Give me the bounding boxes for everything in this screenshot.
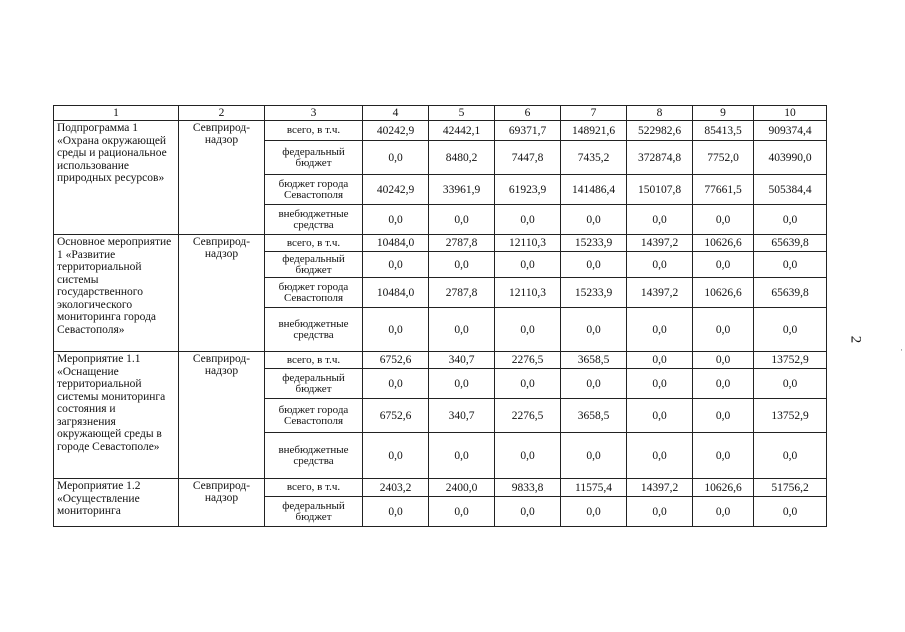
funding-source-cell: бюджет города Севастополя: [265, 175, 363, 205]
table-row: [54, 235, 827, 252]
amount-cell: 141486,4: [561, 175, 627, 205]
column-header-7: 7: [561, 106, 627, 121]
amount-cell: 0,0: [429, 369, 495, 399]
column-header-3: 3: [265, 106, 363, 121]
amount-cell: 0,0: [754, 205, 827, 235]
amount-cell: 0,0: [693, 352, 754, 369]
program-name-cell: Основное мероприятие 1 «Развитие территориальной системы государственного экологического мониторинга города Севастополя»: [54, 235, 179, 352]
amount-cell: 42442,1: [429, 121, 495, 141]
amount-cell: 372874,8: [627, 141, 693, 175]
amount-cell: 0,0: [693, 205, 754, 235]
amount-cell: 0,0: [693, 308, 754, 352]
amount-cell: 65639,8: [754, 278, 827, 308]
funding-source-cell: федеральный бюджет: [265, 497, 363, 527]
amount-cell: 403990,0: [754, 141, 827, 175]
amount-cell: 0,0: [495, 497, 561, 527]
executor-cell: Севприрод-надзор: [179, 235, 265, 352]
amount-cell: 0,0: [561, 308, 627, 352]
amount-cell: 2787,8: [429, 278, 495, 308]
executor-cell: Севприрод-надзор: [179, 352, 265, 479]
amount-cell: 340,7: [429, 352, 495, 369]
amount-cell: 0,0: [429, 252, 495, 278]
amount-cell: 0,0: [363, 141, 429, 175]
amount-cell: 14397,2: [627, 479, 693, 497]
amount-cell: 10484,0: [363, 235, 429, 252]
amount-cell: 11575,4: [561, 479, 627, 497]
column-header-6: 6: [495, 106, 561, 121]
funding-source-cell: федеральный бюджет: [265, 252, 363, 278]
amount-cell: 0,0: [561, 433, 627, 479]
amount-cell: 0,0: [363, 369, 429, 399]
amount-cell: 0,0: [693, 399, 754, 433]
executor-cell: Севприрод-надзор: [179, 121, 265, 235]
amount-cell: 0,0: [561, 497, 627, 527]
amount-cell: 10626,6: [693, 278, 754, 308]
amount-cell: 7752,0: [693, 141, 754, 175]
amount-cell: 0,0: [363, 205, 429, 235]
amount-cell: 0,0: [754, 252, 827, 278]
amount-cell: 13752,9: [754, 399, 827, 433]
funding-source-cell: всего, в т.ч.: [265, 352, 363, 369]
amount-cell: 0,0: [495, 252, 561, 278]
amount-cell: 2400,0: [429, 479, 495, 497]
page-number: 2: [847, 335, 864, 344]
amount-cell: 340,7: [429, 399, 495, 433]
margin-mark: ·: [900, 345, 903, 355]
amount-cell: 12110,3: [495, 235, 561, 252]
amount-cell: 8480,2: [429, 141, 495, 175]
amount-cell: 33961,9: [429, 175, 495, 205]
amount-cell: 15233,9: [561, 235, 627, 252]
funding-source-cell: внебюджетные средства: [265, 205, 363, 235]
amount-cell: 0,0: [627, 205, 693, 235]
funding-source-cell: всего, в т.ч.: [265, 235, 363, 252]
amount-cell: 150107,8: [627, 175, 693, 205]
amount-cell: 9833,8: [495, 479, 561, 497]
amount-cell: 7447,8: [495, 141, 561, 175]
amount-cell: 0,0: [561, 369, 627, 399]
program-name-cell: Мероприятие 1.1 «Оснащение территориальной системы мониторинга состояния и загрязнения окружающей среды в городе Севастополе»: [54, 352, 179, 479]
amount-cell: 0,0: [495, 205, 561, 235]
amount-cell: 6752,6: [363, 399, 429, 433]
table-body: [54, 106, 827, 527]
amount-cell: 2787,8: [429, 235, 495, 252]
amount-cell: 10484,0: [363, 278, 429, 308]
amount-cell: 3658,5: [561, 352, 627, 369]
amount-cell: 148921,6: [561, 121, 627, 141]
amount-cell: 0,0: [754, 433, 827, 479]
column-header-1: 1: [54, 106, 179, 121]
amount-cell: 14397,2: [627, 235, 693, 252]
executor-cell: Севприрод-надзор: [179, 479, 265, 527]
amount-cell: 0,0: [754, 369, 827, 399]
funding-source-cell: всего, в т.ч.: [265, 479, 363, 497]
program-name-cell: Подпрограмма 1 «Охрана окружающей среды и рациональное использование природных ресурсов»: [54, 121, 179, 235]
amount-cell: 0,0: [627, 352, 693, 369]
amount-cell: 0,0: [561, 252, 627, 278]
amount-cell: 10626,6: [693, 479, 754, 497]
column-header-8: 8: [627, 106, 693, 121]
amount-cell: 0,0: [363, 433, 429, 479]
column-header-2: 2: [179, 106, 265, 121]
amount-cell: 0,0: [363, 497, 429, 527]
funding-source-cell: бюджет города Севастополя: [265, 399, 363, 433]
amount-cell: 13752,9: [754, 352, 827, 369]
amount-cell: 15233,9: [561, 278, 627, 308]
amount-cell: 0,0: [754, 308, 827, 352]
amount-cell: 0,0: [627, 399, 693, 433]
amount-cell: 0,0: [627, 497, 693, 527]
amount-cell: 3658,5: [561, 399, 627, 433]
amount-cell: 65639,8: [754, 235, 827, 252]
amount-cell: 0,0: [429, 308, 495, 352]
table-row: [54, 479, 827, 497]
funding-source-cell: федеральный бюджет: [265, 141, 363, 175]
funding-source-cell: бюджет города Севастополя: [265, 278, 363, 308]
funding-source-cell: внебюджетные средства: [265, 433, 363, 479]
amount-cell: 14397,2: [627, 278, 693, 308]
amount-cell: 0,0: [429, 497, 495, 527]
amount-cell: 85413,5: [693, 121, 754, 141]
amount-cell: 40242,9: [363, 175, 429, 205]
column-header-10: 10: [754, 106, 827, 121]
amount-cell: 61923,9: [495, 175, 561, 205]
amount-cell: 0,0: [429, 205, 495, 235]
amount-cell: 0,0: [495, 433, 561, 479]
amount-cell: 0,0: [495, 369, 561, 399]
amount-cell: 2276,5: [495, 352, 561, 369]
amount-cell: 2403,2: [363, 479, 429, 497]
amount-cell: 505384,4: [754, 175, 827, 205]
table-row: [54, 352, 827, 369]
program-name-cell: Мероприятие 1.2 «Осуществление мониторинга: [54, 479, 179, 527]
amount-cell: 7435,2: [561, 141, 627, 175]
amount-cell: 0,0: [754, 497, 827, 527]
budget-table: [53, 105, 827, 527]
column-header-9: 9: [693, 106, 754, 121]
amount-cell: 0,0: [627, 433, 693, 479]
header-row: [54, 106, 827, 121]
amount-cell: 522982,6: [627, 121, 693, 141]
funding-source-cell: всего, в т.ч.: [265, 121, 363, 141]
amount-cell: 0,0: [627, 369, 693, 399]
amount-cell: 0,0: [627, 308, 693, 352]
amount-cell: 12110,3: [495, 278, 561, 308]
amount-cell: 69371,7: [495, 121, 561, 141]
amount-cell: 40242,9: [363, 121, 429, 141]
amount-cell: 0,0: [693, 497, 754, 527]
funding-source-cell: внебюджетные средства: [265, 308, 363, 352]
column-header-5: 5: [429, 106, 495, 121]
amount-cell: 6752,6: [363, 352, 429, 369]
amount-cell: 0,0: [495, 308, 561, 352]
amount-cell: 77661,5: [693, 175, 754, 205]
amount-cell: 0,0: [363, 308, 429, 352]
table-row: [54, 121, 827, 141]
amount-cell: 0,0: [429, 433, 495, 479]
amount-cell: 0,0: [627, 252, 693, 278]
amount-cell: 0,0: [693, 433, 754, 479]
amount-cell: 0,0: [693, 369, 754, 399]
amount-cell: 909374,4: [754, 121, 827, 141]
amount-cell: 0,0: [693, 252, 754, 278]
amount-cell: 51756,2: [754, 479, 827, 497]
amount-cell: 0,0: [363, 252, 429, 278]
funding-source-cell: федеральный бюджет: [265, 369, 363, 399]
column-header-4: 4: [363, 106, 429, 121]
amount-cell: 10626,6: [693, 235, 754, 252]
amount-cell: 2276,5: [495, 399, 561, 433]
amount-cell: 0,0: [561, 205, 627, 235]
